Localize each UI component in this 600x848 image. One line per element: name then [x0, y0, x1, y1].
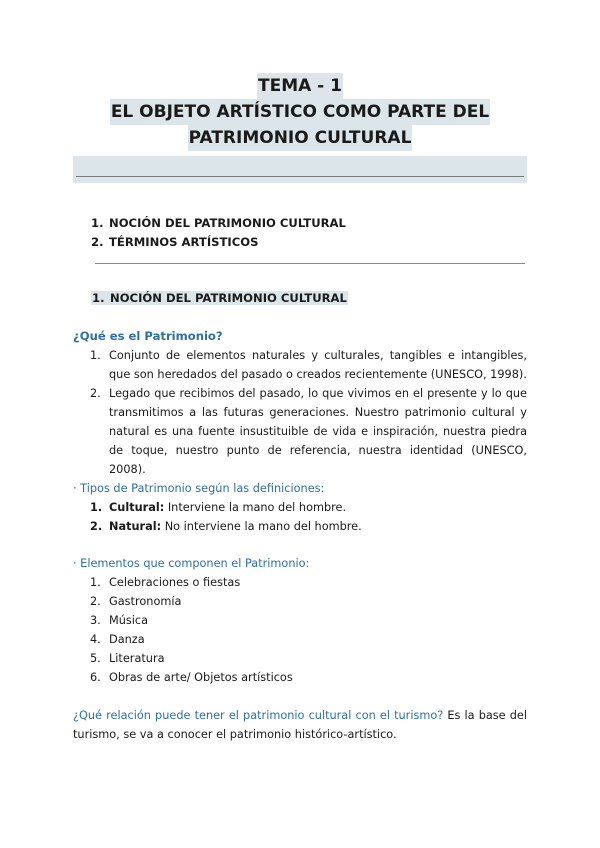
- toc-label: NOCIÓN DEL PATRIMONIO CULTURAL: [109, 216, 346, 230]
- section-heading: [91, 289, 348, 308]
- toc-item: [91, 233, 346, 252]
- section-title: NOCIÓN DEL PATRIMONIO CULTURAL: [110, 291, 347, 305]
- list-number: 1.: [90, 576, 101, 589]
- list-text: Literatura: [109, 652, 165, 665]
- toc-label: TÉRMINOS ARTÍSTICOS: [109, 235, 259, 249]
- tourism-answer: Es la base del turismo, se va a conocer el patrimonio histórico-artístico.: [73, 709, 527, 741]
- tourism-question: ¿Qué relación puede tener el patrimonio cultural con el turismo?: [73, 709, 444, 722]
- types-label: · Tipos de Patrimonio según las definiciones:: [73, 482, 325, 495]
- list-number: 1.: [90, 501, 103, 514]
- list-number: 2.: [90, 595, 101, 608]
- list-item: [90, 611, 527, 630]
- toc-divider: [95, 263, 525, 264]
- document-title: [73, 73, 527, 151]
- list-item: [90, 517, 527, 536]
- list-item: [90, 592, 527, 611]
- list-text: Legado que recibimos del pasado, lo que vivimos en el presente y lo que transmitimos a las futuras generaciones. Nuestro patrimonio cultural y natural es una fuente insustituible de vida e inspiración, nuestra piedra de toque, nuestro punto de referencia, nuestra identidad (UNESCO, 2008).: [109, 387, 527, 476]
- list-item: [90, 668, 527, 687]
- list-text: Música: [109, 614, 149, 627]
- list-item: [90, 649, 527, 668]
- definitions-list: [90, 346, 527, 479]
- question-heading: ¿Qué es el Patrimonio?: [73, 329, 223, 343]
- list-item: [90, 498, 527, 517]
- list-number: 2.: [90, 520, 103, 533]
- table-of-contents: [91, 214, 346, 252]
- list-item: [90, 384, 527, 479]
- toc-item: [91, 214, 346, 233]
- types-list: [90, 498, 527, 536]
- title-line-2: EL OBJETO ARTÍSTICO COMO PARTE DEL: [110, 99, 490, 125]
- section-number: 1.: [92, 291, 105, 305]
- title-line-3: PATRIMONIO CULTURAL: [188, 125, 413, 151]
- toc-number: 1.: [91, 216, 104, 230]
- elements-list: [90, 573, 527, 687]
- list-text: Obras de arte/ Objetos artísticos: [109, 671, 293, 684]
- list-text: Gastronomía: [109, 595, 182, 608]
- title-line-1: TEMA - 1: [257, 73, 343, 99]
- list-number: 6.: [90, 671, 101, 684]
- list-number: 1.: [90, 349, 101, 362]
- title-underline-bar: [73, 156, 527, 183]
- type-term: Cultural:: [109, 501, 165, 514]
- type-text: No interviene la mano del hombre.: [161, 520, 362, 533]
- toc-number: 2.: [91, 235, 104, 249]
- list-number: 2.: [90, 387, 101, 400]
- type-term: Natural:: [109, 520, 162, 533]
- list-number: 5.: [90, 652, 101, 665]
- title-divider: [76, 176, 524, 177]
- list-item: [90, 346, 527, 384]
- tourism-paragraph: [73, 706, 527, 744]
- list-item: [90, 573, 527, 592]
- type-text: Interviene la mano del hombre.: [164, 501, 347, 514]
- list-text: Conjunto de elementos naturales y culturales, tangibles e intangibles, que son heredados del pasado o creados recientemente (UNESCO, 1998).: [109, 349, 527, 381]
- elements-label: · Elementos que componen el Patrimonio:: [73, 557, 310, 570]
- list-item: [90, 630, 527, 649]
- list-text: Celebraciones o fiestas: [109, 576, 241, 589]
- list-number: 4.: [90, 633, 101, 646]
- list-text: Danza: [109, 633, 145, 646]
- list-number: 3.: [90, 614, 101, 627]
